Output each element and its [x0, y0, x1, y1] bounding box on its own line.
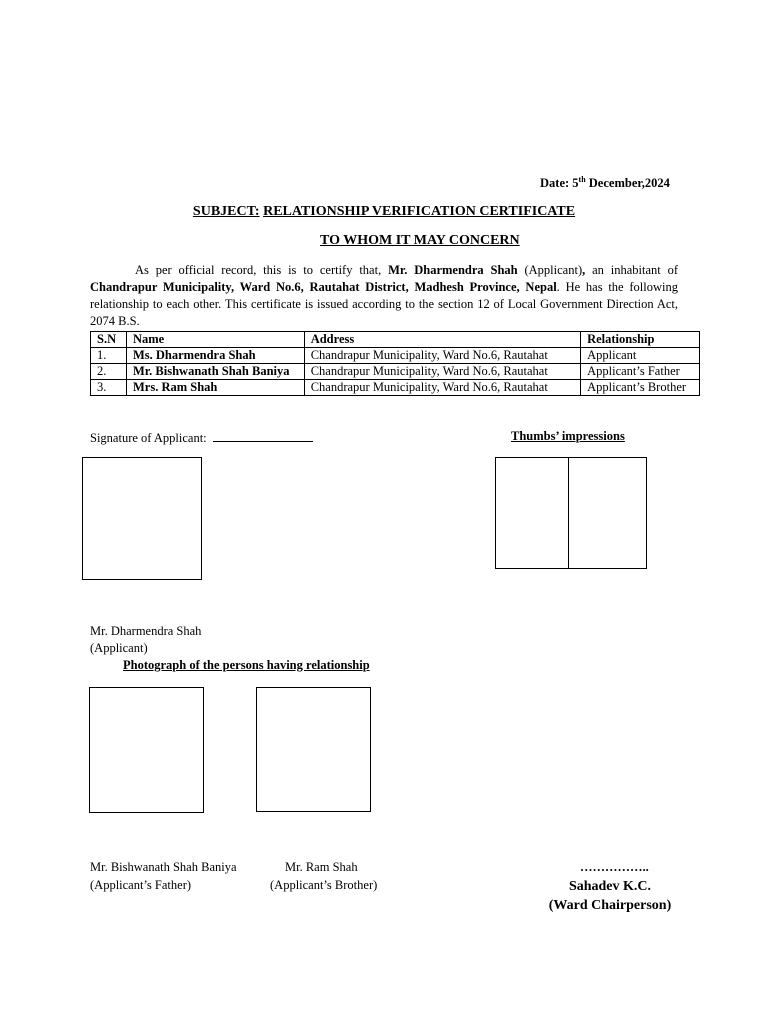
certificate-paragraph — [90, 262, 678, 330]
paragraph-text-2: (Applicant) — [517, 263, 583, 277]
father-role: (Applicant’s Father) — [90, 878, 192, 892]
cell-sn: 1. — [91, 348, 127, 364]
column-header: Address — [304, 332, 580, 348]
thumbs-impressions-title: Thumbs’ impressions — [511, 429, 625, 443]
paragraph-text-4: . He has the following relationship to each other. This certificate is issued according to the section 12 of Local Government Direction Act, 2074 B.S. — [90, 280, 678, 328]
cell-name: Mr. Bishwanath Shah Baniya — [126, 364, 304, 380]
left-thumb-box — [495, 457, 569, 569]
father-photo-box — [89, 687, 204, 813]
table-row — [91, 380, 700, 396]
cell-name: Mrs. Ram Shah — [126, 380, 304, 396]
column-header: Relationship — [581, 332, 700, 348]
cell-relationship: Applicant — [581, 348, 700, 364]
signature-field — [90, 429, 313, 446]
signature-line — [213, 429, 313, 442]
cell-relationship: Applicant’s Brother — [581, 380, 700, 396]
table-row — [91, 364, 700, 380]
cell-address: Chandrapur Municipality, Ward No.6, Rautahat — [304, 364, 580, 380]
paragraph-applicant-name: Mr. Dharmendra Shah — [388, 263, 518, 277]
subject-text: RELATIONSHIP VERIFICATION CERTIFICATE — [263, 204, 576, 219]
chair-signature-dots: …………….. — [580, 860, 649, 874]
brother-name: Mr. Ram Shah — [285, 860, 358, 874]
table-header-row — [91, 332, 700, 348]
photograph-title: Photograph of the persons having relationship — [123, 658, 370, 672]
cell-address: Chandrapur Municipality, Ward No.6, Rautahat — [304, 380, 580, 396]
column-header: Name — [126, 332, 304, 348]
right-thumb-box — [568, 457, 647, 569]
table-row — [91, 348, 700, 364]
column-header: S.N — [91, 332, 127, 348]
subject-label: SUBJECT: — [192, 204, 260, 219]
chair-name: Sahadev K.C. — [568, 879, 652, 894]
certificate-date — [540, 176, 670, 191]
chair-role: (Ward Chairperson) — [548, 898, 672, 913]
cell-relationship: Applicant’s Father — [581, 364, 700, 380]
signature-label: Signature of Applicant: — [90, 431, 207, 445]
cell-address: Chandrapur Municipality, Ward No.6, Rautahat — [304, 348, 580, 364]
date-superscript: th — [578, 174, 586, 184]
cell-name: Ms. Dharmendra Shah — [126, 348, 304, 364]
date-month-year: December,2024 — [585, 176, 670, 190]
paragraph-text-3: an inhabitant of — [585, 263, 679, 277]
cell-sn: 2. — [91, 364, 127, 380]
brother-role: (Applicant’s Brother) — [270, 878, 378, 892]
subject-line — [0, 204, 768, 220]
applicant-name: Mr. Dharmendra Shah — [90, 624, 202, 638]
applicant-photo-box — [82, 457, 202, 580]
paragraph-address: Chandrapur Municipality, Ward No.6, Rautahat District, Madhesh Province, Nepal — [90, 280, 557, 294]
paragraph-text-1: As per official record, this is to certify that, — [135, 263, 389, 277]
applicant-role: (Applicant) — [90, 641, 148, 655]
relationship-table — [90, 331, 700, 396]
brother-photo-box — [256, 687, 371, 812]
father-name: Mr. Bishwanath Shah Baniya — [90, 860, 237, 874]
cell-sn: 3. — [91, 380, 127, 396]
date-label: Date: 5 — [540, 176, 579, 190]
salutation-heading: TO WHOM IT MAY CONCERN — [320, 233, 520, 248]
paragraph-comma: , — [582, 263, 586, 277]
ward-chairperson-block — [540, 877, 680, 915]
